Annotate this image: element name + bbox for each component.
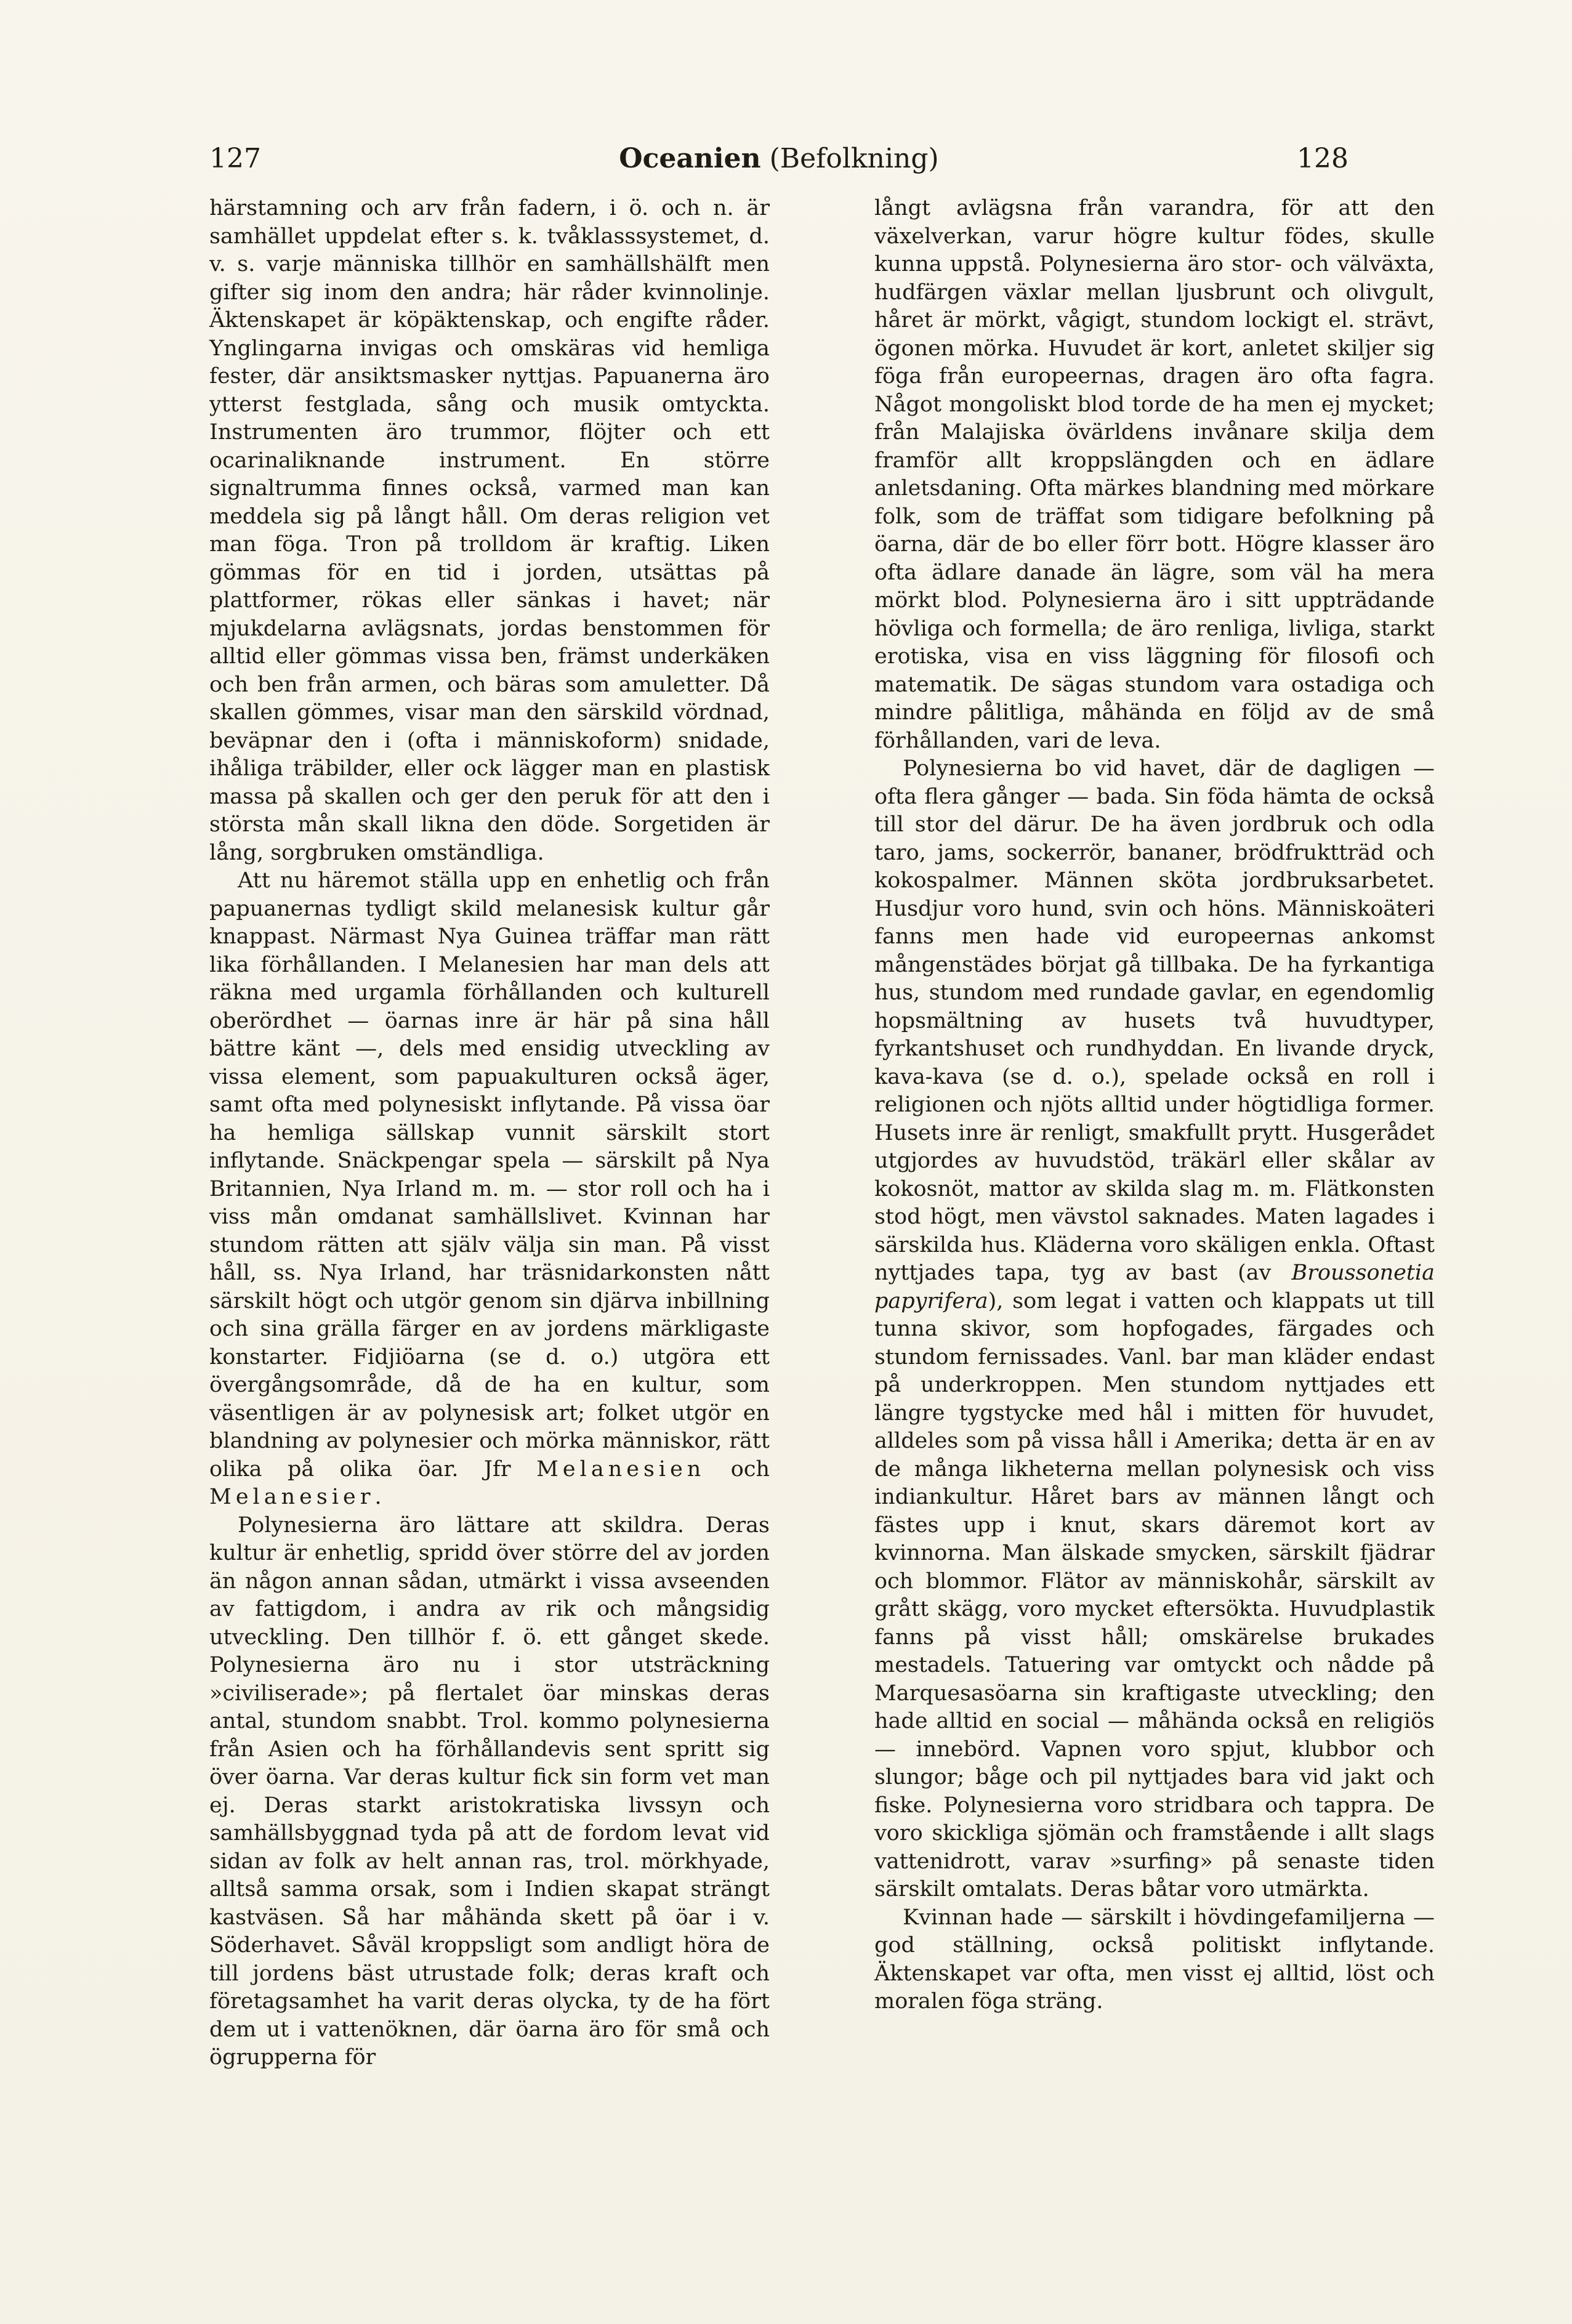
right-paragraph-3: Kvinnan hade — särskilt i hövdingefamiljerna — god ställning, också politiskt inflytande. Äktenskapet var ofta, men visst ej alltid, löst och moralen föga sträng.	[874, 1905, 1435, 2014]
left-paragraph-2-text: Att nu häremot ställa upp en enhetlig och från papuanernas tydligt skild melanesisk kultur går knappast. Närmast Nya Guinea träffar man rätt lika förhållanden. I Melanesien har man dels att räkna med urgamla förhållanden och kulturell oberördhet — öarnas inre är här på sina håll bättre känt —, dels med ensidig utveckling av vissa element, som papuakulturen också äger, samt ofta med polynesiskt inflytande. På vissa öar ha hemliga sällskap vunnit särskilt stort inflytande. Snäckpengar spela — särskilt på Nya Britannien, Nya Irland m. m. — stor roll och ha i viss mån omdanat samhällslivet. Kvinnan har stundom rätten att själv välja sin man. På visst håll, ss. Nya Irland, har träsnidarkonsten nått särskilt högt och utgör genom sin djärva inbillning och sina grälla färger en av jordens märkligaste konstarter. Fidjiöarna (se d. o.) utgöra ett övergångsområde, då de ha en kultur, som väsentligen är av polynesisk art; folket utgör en blandning av polynesier och mörka människor, rätt olika på olika öar. Jfr	[209, 868, 770, 1482]
reference-period: .	[374, 1485, 382, 1509]
right-paragraph-2-text-b: ), som legat i vatten och klappats ut till tunna skivor, som hopfogades, färgades och stundom fernissades. Vanl. bar man kläder endast på underkroppen. Men stundom nyttjades ett längre tygstycke med hål i mitten för huvudet, alldeles som på vissa håll i Amerika; detta är en av de många likheterna mellan polynesisk och viss indiankultur. Håret bars av männen långt och fästes upp i knut, skars däremot kort av kvinnorna. Man älskade smycken, särskilt fjädrar och blommor. Flätor av människohår, särskilt av grått skägg, voro mycket eftersökta. Huvudplastik fanns på visst håll; omskärelse brukades mestadels. Tatuering var omtyckt och nådde på Marquesasöarna sin kraftigaste utveckling; den hade alltid en social — måhända också en religiös — innebörd. Vapnen voro spjut, klubbor och slungor; båge och pil nyttjades bara vid jakt och fiske. Polynesierna voro stridbara och tappra. De voro skickliga sjömän och framstående i allt slags vattenidrott, varav »surfing» på senaste tiden särskilt omtalats. Deras båtar voro utmärkta.	[874, 1288, 1435, 1902]
cross-reference-melanesier: Melanesier	[209, 1485, 375, 1509]
left-paragraph-2	[209, 867, 770, 1512]
cross-reference-melanesien: Melanesien	[536, 1456, 706, 1482]
page-header	[209, 143, 1348, 192]
right-paragraph-2	[874, 755, 1435, 1904]
botanical-name: Broussonetia papyrifera	[874, 1261, 1435, 1313]
reference-conjunction: och	[730, 1456, 770, 1482]
running-title-sub: (Befolkning)	[769, 143, 939, 174]
right-paragraph-1: långt avlägsna från varandra, för att den växelverkan, varur högre kultur födes, skulle kunna uppstå. Polynesierna äro stor- och välväxta, hudfärgen växlar mellan ljusbrunt och olivgult, håret är mörkt, vågigt, stundom lockigt el. strävt, ögonen mörka. Huvudet är kort, anletet skiljer sig föga från europeernas, dragen äro ofta fagra. Något mongoliskt blod torde de ha men ej mycket; från Malajiska övärldens invånare skilja dem framför allt kroppslängden och en ädlare anletsdaning. Ofta märkes blandning med mörkare folk, som de träffat som tidigare befolkning på öarna, där de bo eller förr bott. Högre klasser äro ofta ädlare danade än lägre, som väl ha mera mörkt blod. Polynesierna äro i sitt uppträdande hövliga och formella; de äro renliga, livliga, starkt erotiska, visa en viss läggning för filosofi och matematik. De sägas stundom vara ostadiga och mindre pålitliga, måhända en följd av de små förhållanden, vari de leva.	[874, 196, 1435, 753]
page-number-left: 127	[209, 143, 261, 174]
left-column	[209, 195, 770, 2072]
left-paragraph-1: härstamning och arv från fadern, i ö. och n. är samhället uppdelat efter s. k. tvåklasssystemet, d. v. s. varje människa tillhör en samhällshälft men gifter sig inom den andra; här råder kvinnolinje. Äktenskapet är köpäktenskap, och engifte råder. Ynglingarna invigas och omskäras vid hemliga fester, där ansiktsmasker nyttjas. Papuanerna äro ytterst festglada, sång och musik omtyckta. Instrumenten äro trummor, flöjter och ett ocarinaliknande instrument. En större signaltrumma finnes också, varmed man kan meddela sig på långt håll. Om deras religion vet man föga. Tron på trolldom är kraftig. Liken gömmas för en tid i jorden, utsättas på plattformer, rökas eller sänkas i havet; när mjukdelarna avlägsnats, jordas benstommen för alltid eller gömmas vissa ben, främst underkäken och ben från armen, och bäras som amuletter. Då skallen gömmes, visar man den särskild vördnad, beväpnar den i (ofta i människoform) snidade, ihåliga träbilder, eller ock lägger man en plastisk massa på skallen och ger den peruk för att den i största mån skall likna den döde. Sorgetiden är lång, sorgbruken omständliga.	[209, 196, 770, 865]
right-paragraph-2-text-a: Polynesierna bo vid havet, där de dagligen — ofta flera gånger — bada. Sin föda hämta de också till stor del därur. De ha även jordbruk och odla taro, jams, sockerrör, bananer, brödfruktträd och kokospalmer. Männen sköta jordbruksarbetet. Husdjur voro hund, svin och höns. Människoäteri fanns men hade vid europeernas ankomst mångenstädes börjat gå tillbaka. De ha fyrkantiga hus, stundom med rundade gavlar, en egendomlig hopsmältning av husets två huvudtyper, fyrkantshuset och rundhyddan. En livande dryck, kava-kava (se d. o.), spelade också en roll i religionen och njöts alltid under högtidliga former. Husets inre är renligt, smakfullt prytt. Husgerådet utgjordes av huvudstöd, träkärl eller skålar av kokosnöt, mattor av skilda slag m. m. Flätkonsten stod högt, men vävstol saknades. Maten lagades i särskilda hus. Kläderna voro skäligen enkla. Oftast nyttjades tapa, tyg av bast (av	[874, 756, 1435, 1285]
running-title	[209, 143, 1348, 174]
left-paragraph-3: Polynesierna äro lättare att skildra. Deras kultur är enhetlig, spridd över större del av jorden än någon annan sådan, utmärkt i vissa avseenden av fattigdom, i andra av rik och mångsidig utveckling. Den tillhör f. ö. ett gånget skede. Polynesierna äro nu i stor utsträckning »civiliserade»; på flertalet öar minskas deras antal, stundom snabbt. Trol. kommo polynesierna från Asien och ha förhållandevis sent spritt sig över öarna. Var deras kultur fick sin form vet man ej. Deras starkt aristokratiska livssyn och samhällsbyggnad tyda på att de fordom levat vid sidan av folk av helt annan ras, trol. mörkhyade, alltså samma orsak, som i Indien skapat strängt kastväsen. Så har måhända skett på öar i v. Söderhavet. Såväl kroppsligt som andligt höra de till jordens bäst utrustade folk; deras kraft och företagsamhet ha varit deras olycka, ty de ha fört dem ut i vattenöknen, där öarna äro för små och ögrupperna för	[209, 1512, 770, 2070]
running-title-main: Oceanien	[619, 143, 761, 174]
right-column	[874, 195, 1435, 2016]
page-number-right: 128	[1297, 143, 1348, 174]
